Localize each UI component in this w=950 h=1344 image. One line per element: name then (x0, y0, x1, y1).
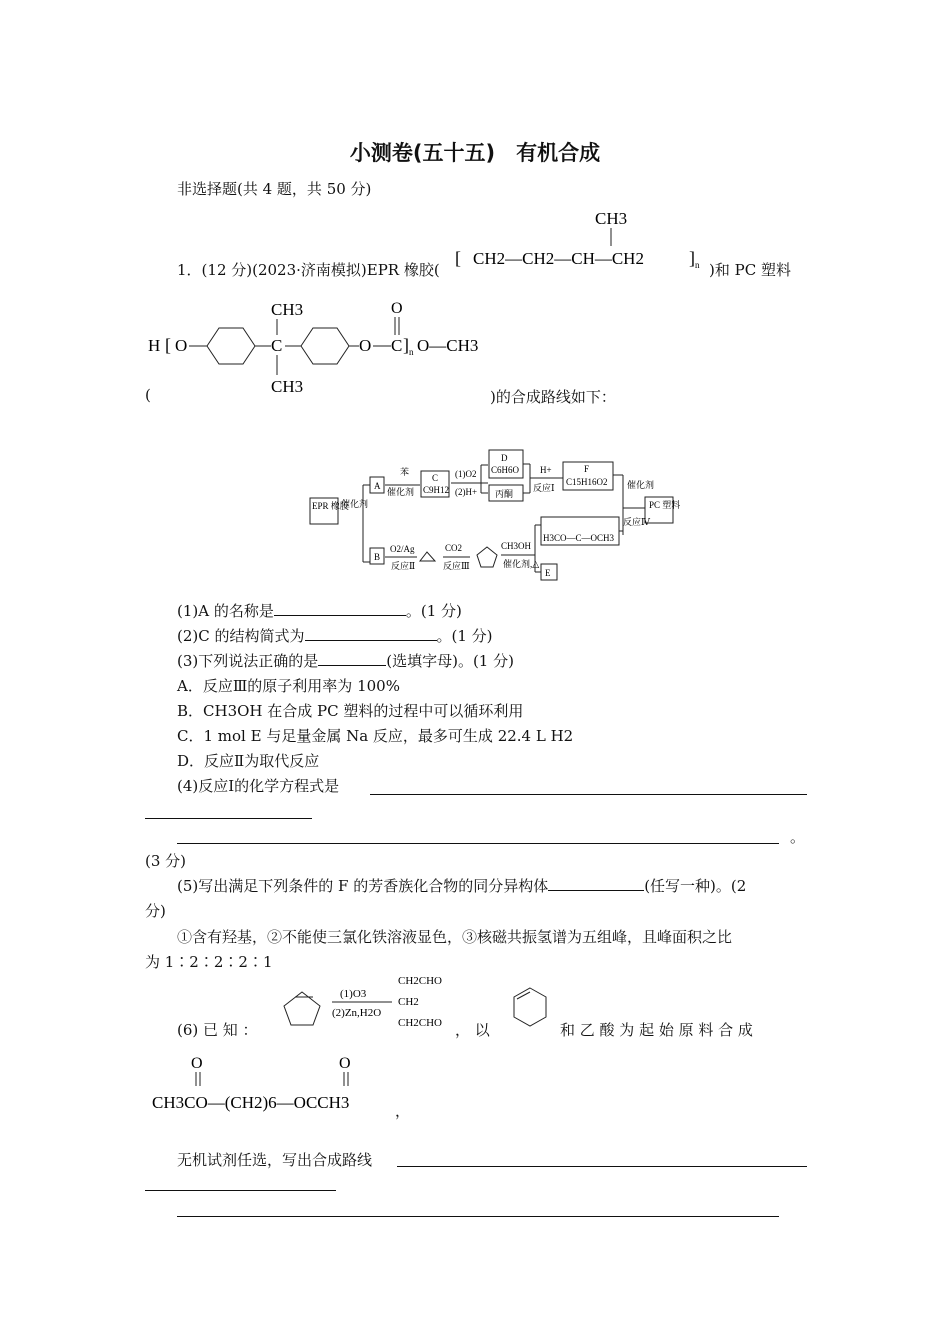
answer-line-6b[interactable] (145, 1190, 336, 1191)
answer-blank-1[interactable] (274, 601, 406, 616)
q6-p3: CH2CHO (398, 1017, 443, 1029)
pc-end: O—CH3 (417, 336, 479, 355)
answer-line-4b[interactable] (145, 818, 312, 819)
pc-n: n (409, 347, 414, 357)
section-heading: 非选择题(共 4 题，共 50 分) (177, 180, 372, 198)
route-cat1: 催化剂 (341, 499, 369, 509)
route-co2: CO2 (445, 543, 463, 553)
pc-o1: O (175, 336, 188, 355)
page-title: 小测卷(五十五) 有机合成 (349, 141, 601, 165)
q6-mid: ， 以 (455, 1021, 490, 1039)
q6-p1: CH2CHO (398, 975, 443, 987)
epr-chain: CH2—CH2—CH—CH2 (473, 249, 644, 268)
route-d: D (501, 453, 508, 463)
target-comma: ， (395, 1102, 411, 1120)
pc-ch3-bottom: CH3 (271, 377, 304, 396)
route-cat5: 催化剂,△ (503, 559, 540, 569)
q6-final: 无机试剂任选，写出合成路线 (177, 1151, 373, 1169)
synthesis-route (305, 445, 685, 585)
answer-line-4a[interactable] (370, 794, 807, 795)
route-epr: EPR 橡胶 (312, 501, 349, 511)
route-benzene: 苯 (400, 467, 410, 477)
target-text: CH3CO—(CH2)6—OCCH3 (152, 1093, 350, 1112)
answer-blank-2[interactable] (305, 626, 437, 641)
pc-formula (145, 295, 495, 405)
svg-text:]: ] (689, 248, 695, 268)
q6-post: 和 乙 酸 为 起 始 原 料 合 成 (560, 1021, 753, 1039)
q6-pre: (6) 已 知 ： (177, 1021, 258, 1039)
pc-ch3-top: CH3 (271, 300, 304, 319)
q6-known-reaction (280, 970, 455, 1035)
answer-line-6c[interactable] (177, 1216, 779, 1217)
cyclohexene-icon (508, 985, 553, 1030)
option-d: D．反应Ⅱ为取代反应 (177, 752, 320, 770)
pc-o2: O (359, 336, 372, 355)
q1-sub2: (2)C 的结构简式为 。(1 分) (177, 627, 493, 645)
pc-c: C (271, 336, 283, 355)
q6-r1: (1)O3 (340, 988, 367, 1000)
route-r4: 反应Ⅳ (623, 517, 650, 527)
target-o2: O (339, 1055, 351, 1072)
epr-n: n (695, 260, 700, 270)
answer-blank-5[interactable] (548, 876, 644, 891)
route-dmc: H3CO—C—OCH3 (543, 533, 615, 543)
option-b: B．CH3OH 在合成 PC 塑料的过程中可以循环利用 (177, 702, 524, 720)
option-c: C．1 mol E 与足量金属 Na 反应，最多可生成 22.4 L H2 (177, 727, 574, 745)
route-c: C (432, 473, 439, 483)
route-f-formula: C15H16O2 (566, 477, 608, 487)
svg-text:[: [ (165, 335, 171, 355)
option-a: A．反应Ⅲ的原子利用率为 100% (177, 677, 400, 695)
q1-intro2-tail: )的合成路线如下： (490, 388, 616, 406)
svg-text:C: C (391, 336, 403, 355)
answer-blank-3[interactable] (318, 651, 386, 666)
answer-line-4c[interactable] (177, 843, 779, 844)
q1-intro: 1．(12 分)(2023·济南模拟)EPR 橡胶( (177, 261, 440, 279)
target-o1: O (191, 1055, 203, 1072)
answer-line-6a[interactable] (397, 1166, 807, 1167)
q5-score: 分) (145, 902, 166, 920)
route-cat4: 催化剂 (627, 480, 655, 490)
route-r1: 反应Ⅰ (533, 483, 555, 493)
pc-carbonyl-o: O (391, 300, 403, 317)
q1-sub4: (4)反应Ⅰ的化学方程式是 (177, 777, 340, 795)
route-e: E (545, 568, 551, 578)
q5-cond1: ①含有羟基，②不能使三氯化铁溶液显色，③核磁共振氢谱为五组峰，且峰面积之比 (177, 928, 733, 946)
q6-p2: CH2 (398, 996, 419, 1008)
route-r3: 反应Ⅲ (443, 561, 470, 571)
route-hplus: H+ (540, 465, 552, 475)
svg-text:[: [ (455, 248, 461, 268)
route-r2: 反应Ⅱ (391, 561, 416, 571)
q6-r2: (2)Zn,H2O (332, 1007, 382, 1019)
q5-cond2: 为 1∶2∶2∶2∶1 (145, 953, 273, 971)
q1-intro-tail: )和 PC 塑料 (709, 261, 791, 279)
route-acetone: 丙酮 (495, 489, 514, 499)
route-o2ag: O2/Ag (390, 544, 415, 554)
q1-intro2-open: ( (145, 386, 151, 404)
q4-end: 。 (790, 828, 806, 846)
route-cat-a: 催化剂 (387, 487, 415, 497)
svg-text:]: ] (403, 335, 409, 355)
route-d-formula: C6H6O (491, 465, 520, 475)
epr-ch3: CH3 (595, 209, 628, 228)
q1-sub3: (3)下列说法正确的是 (选填字母)。(1 分) (177, 652, 514, 670)
route-c-formula: C9H12 (423, 485, 450, 495)
route-ch3oh: CH3OH (501, 541, 532, 551)
route-o2: (1)O2 (455, 469, 477, 479)
q4-score: (3 分) (145, 852, 187, 870)
route-a: A (374, 481, 381, 491)
epr-formula (455, 202, 710, 272)
q1-sub5: (5)写出满足下列条件的 F 的芳香族化合物的同分异构体 (任写一种)。(2 (177, 877, 747, 895)
pc-h: H (148, 336, 161, 355)
route-f: F (584, 464, 590, 474)
route-h: (2)H+ (455, 487, 478, 497)
q1-sub1: (1)A 的名称是 。(1 分) (177, 602, 462, 620)
route-b: B (374, 552, 381, 562)
target-molecule (150, 1050, 395, 1115)
route-pc: PC 塑料 (649, 500, 681, 510)
